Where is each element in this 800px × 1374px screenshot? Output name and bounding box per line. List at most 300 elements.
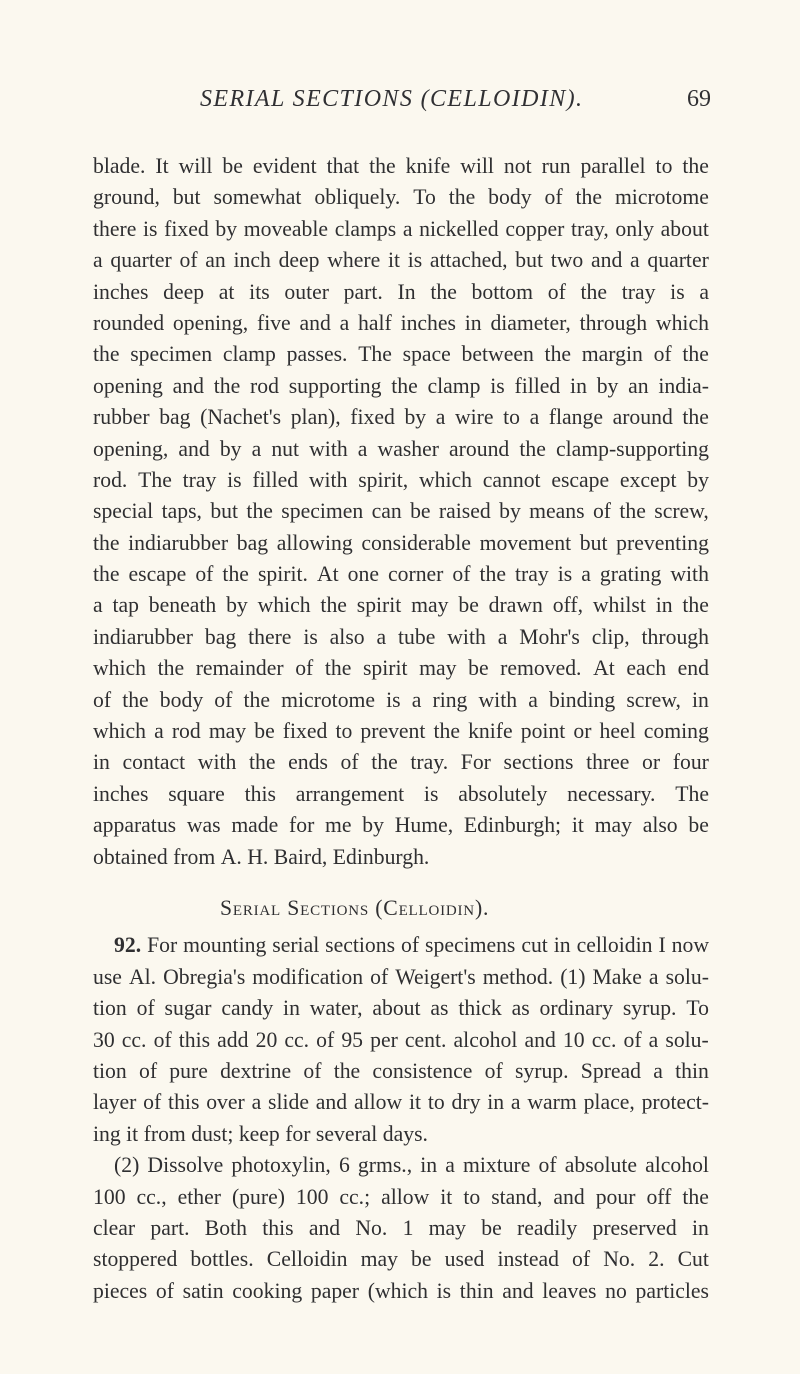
word: water, (309, 996, 363, 1021)
word: (which (367, 1278, 428, 1303)
word: 95 (341, 1027, 364, 1052)
word: 1 (402, 1215, 414, 1240)
word: mixture (462, 1153, 531, 1178)
word: method. (482, 964, 554, 989)
word: be (688, 813, 709, 838)
word: also (329, 624, 365, 649)
word: it (126, 1121, 144, 1146)
word: Weigert's (395, 964, 476, 989)
word: clear (93, 1215, 136, 1240)
word: (1) (560, 964, 586, 989)
word: remainder (195, 656, 284, 681)
word: this (244, 781, 276, 806)
word: stand, (491, 1184, 543, 1209)
word: escape (128, 562, 187, 587)
text-line (93, 402, 709, 433)
word: (Celloidin). (375, 895, 490, 920)
word: spirit, (358, 467, 409, 492)
word: contact (122, 750, 186, 775)
word: tray. (410, 750, 449, 775)
word: nickelled (419, 216, 499, 241)
word: is (143, 216, 158, 241)
word: the (619, 499, 646, 524)
word: grms., (357, 1153, 413, 1178)
word: knife (405, 154, 451, 178)
word: of (316, 1027, 335, 1052)
text-line (93, 182, 709, 213)
word: 2. (648, 1247, 665, 1272)
word: as (430, 996, 449, 1021)
word: obtained (93, 844, 174, 869)
word: it (408, 1090, 421, 1115)
word: passes. (286, 342, 348, 367)
word: may (419, 656, 457, 681)
word: of (138, 1058, 158, 1083)
word: a (528, 687, 538, 712)
word: to (427, 1090, 445, 1115)
word: or (642, 750, 661, 775)
word: corner (388, 562, 444, 587)
word: an (205, 248, 226, 273)
word: a (497, 624, 508, 649)
word: per (370, 1027, 398, 1052)
word: inches (93, 781, 149, 806)
word: indiarubber (128, 530, 229, 555)
text-line (93, 653, 709, 684)
word: but (579, 530, 608, 555)
word: the (246, 499, 273, 524)
word: the (222, 562, 249, 587)
word: may (428, 1215, 467, 1240)
word: opening, (172, 310, 249, 335)
word: wire (454, 405, 494, 430)
text-line (93, 214, 709, 245)
word: with (478, 687, 518, 712)
word: india- (658, 373, 709, 398)
word: thin (459, 1278, 494, 1303)
word: pour (595, 1184, 636, 1209)
word: square (168, 781, 225, 806)
word: its (249, 279, 270, 304)
word: may (594, 813, 632, 838)
word: a (93, 248, 103, 273)
word: used (444, 1247, 485, 1272)
word: bag (236, 530, 269, 555)
word: several (315, 1121, 383, 1146)
word: of (340, 750, 359, 775)
word: the (243, 687, 270, 712)
word: opening (93, 373, 163, 398)
word: about (372, 996, 421, 1021)
word: ring (432, 687, 468, 712)
word: and (502, 1278, 534, 1303)
word: fixed (350, 405, 395, 430)
word: of (544, 185, 563, 210)
word: ether (177, 1184, 221, 1209)
word: washer (377, 436, 439, 461)
section-heading (93, 893, 709, 924)
text-line (93, 1150, 709, 1181)
word: and (553, 1184, 585, 1209)
word: 20 (255, 1027, 278, 1052)
text-line (93, 993, 709, 1024)
word: removed. (500, 656, 582, 681)
word: the (519, 436, 546, 461)
word: in (553, 933, 571, 958)
word: warm (527, 1090, 577, 1115)
word: rod (171, 719, 201, 744)
word: the (682, 342, 709, 367)
word: of (572, 1247, 591, 1272)
text-line (93, 685, 709, 716)
word: is (490, 373, 505, 398)
word: which (93, 719, 147, 744)
word: a (411, 687, 422, 712)
word: tray (621, 279, 656, 304)
word: paper (310, 1278, 360, 1303)
word: tray (182, 467, 217, 492)
word: sections (503, 750, 574, 775)
word: a (435, 405, 446, 430)
word: one (347, 562, 379, 587)
word: from (143, 1121, 192, 1146)
word: Edinburgh. (332, 844, 430, 869)
word: a (402, 216, 413, 241)
word: a (93, 593, 103, 618)
word: by (362, 813, 384, 838)
word: is (227, 467, 242, 492)
word: absolutely (458, 781, 548, 806)
word: rounded (93, 310, 165, 335)
word: point (520, 719, 566, 744)
word: parallel (580, 154, 646, 178)
word: is (670, 279, 685, 304)
word: the (213, 373, 241, 398)
word: in (692, 1215, 709, 1240)
word: fixed (164, 216, 209, 241)
word: serial (272, 933, 320, 958)
word: heel (599, 719, 636, 744)
word: now (671, 933, 709, 958)
running-title: SERIAL SECTIONS (CELLOIDIN). (200, 86, 584, 112)
word: the (391, 373, 418, 398)
word: Both (204, 1215, 247, 1240)
word: four (672, 750, 709, 775)
word: syrup. (622, 996, 677, 1021)
word: is (303, 624, 318, 649)
word: the (324, 656, 352, 681)
word: the (93, 562, 120, 587)
word: ing (93, 1121, 127, 1146)
word: by (215, 216, 238, 241)
word: sugar (164, 996, 212, 1021)
word: each (626, 656, 667, 681)
word: solu- (665, 1027, 709, 1052)
word: 30 (93, 1027, 115, 1052)
word: for (285, 1121, 316, 1146)
word: dust; (191, 1121, 239, 1146)
word: there (248, 624, 292, 649)
word: (2) (114, 1153, 140, 1178)
word: of (195, 562, 214, 587)
text-line (93, 622, 709, 653)
text-line (93, 1025, 709, 1056)
word: filled (252, 467, 299, 492)
text-line (93, 339, 709, 370)
word: of (153, 1027, 172, 1052)
word: screw, (654, 499, 709, 524)
word: deep (278, 248, 320, 273)
word: in (283, 996, 300, 1021)
word: No. (603, 1247, 636, 1272)
word: protect- (641, 1090, 709, 1115)
word: with (197, 750, 237, 775)
word: For (460, 750, 491, 775)
word: apparatus (93, 813, 177, 838)
word: allow (381, 1184, 430, 1209)
word: rod. (93, 467, 128, 492)
word: tray, (571, 216, 609, 241)
word: where (327, 248, 381, 273)
word: use (93, 964, 122, 989)
word: of (93, 687, 112, 712)
word: the (682, 1184, 709, 1209)
word: copper (505, 216, 565, 241)
word: beneath (148, 593, 217, 618)
word: and (308, 1215, 341, 1240)
word: three (586, 750, 630, 775)
word: body (488, 185, 532, 210)
text-line (93, 747, 709, 778)
word: but (515, 248, 544, 273)
word: special (93, 499, 154, 524)
word: flange (548, 405, 603, 430)
word: for (289, 813, 315, 838)
word: spirit. (257, 562, 308, 587)
word: is (423, 781, 439, 806)
word: about (660, 216, 709, 241)
word: a (630, 248, 640, 273)
text-line (93, 308, 709, 339)
word: supporting (288, 373, 382, 398)
word: and (315, 1090, 348, 1115)
word: of (547, 279, 566, 304)
word: specimen (281, 499, 364, 524)
word: spirit (356, 593, 402, 618)
word: instead (497, 1247, 559, 1272)
word: cc. (591, 1027, 617, 1052)
word: run (541, 154, 571, 178)
word: Edinburgh; (463, 813, 562, 838)
word: this (178, 1027, 211, 1052)
word: the (433, 719, 460, 744)
text-line (93, 1087, 709, 1118)
word: of (136, 996, 155, 1021)
word: of (484, 1058, 503, 1083)
word: and (590, 248, 623, 273)
word: be (222, 154, 243, 178)
word: with (308, 467, 348, 492)
text-line (93, 528, 709, 559)
word: may (208, 719, 247, 744)
word: a (154, 719, 164, 744)
word: cut (521, 933, 548, 958)
word: quarter (647, 248, 709, 273)
word: over (206, 1090, 245, 1115)
word: is (407, 248, 423, 273)
word: clamp-supporting (555, 436, 709, 461)
word: microtome (281, 687, 376, 712)
word: prevent (360, 719, 426, 744)
word: at (218, 279, 235, 304)
word: and (299, 310, 331, 335)
word: bottom (471, 279, 533, 304)
word: be (410, 499, 431, 524)
word: be (254, 719, 275, 744)
running-header (0, 86, 800, 126)
word: I (658, 933, 666, 958)
word: solu- (665, 964, 709, 989)
word: cc. (284, 1027, 310, 1052)
word: Spread (580, 1058, 642, 1083)
text-line (93, 1119, 709, 1150)
word: The (138, 467, 172, 492)
word: add (217, 1027, 249, 1052)
word: (pure) (231, 1184, 285, 1209)
text-line (93, 716, 709, 747)
word: Obregia's (163, 964, 246, 989)
word: two (550, 248, 584, 273)
word: but (172, 185, 201, 210)
word: the (93, 342, 120, 367)
word: deep (163, 279, 205, 304)
word: satin (182, 1278, 224, 1303)
word: Mohr's (519, 624, 580, 649)
word: a (357, 436, 368, 461)
text-line (93, 277, 709, 308)
word: Hume, (394, 813, 454, 838)
word: a (251, 436, 262, 461)
word: modification (252, 964, 364, 989)
word: Serial (220, 895, 288, 920)
word: rubber (93, 405, 150, 430)
word: evident (252, 154, 317, 178)
text-line (93, 371, 709, 402)
word: clip, (591, 624, 630, 649)
word: fixed (282, 719, 328, 744)
word: which (655, 310, 709, 335)
word: as (511, 996, 530, 1021)
word: To (686, 996, 709, 1021)
word: indiarubber (93, 624, 193, 649)
text-line (93, 1056, 709, 1087)
word: the (682, 593, 709, 618)
word: by (687, 467, 709, 492)
word: readily (517, 1215, 578, 1240)
word: A. (220, 844, 248, 869)
word: specimens (425, 933, 516, 958)
text-line (93, 559, 709, 590)
word: No. (355, 1215, 388, 1240)
word: necessary. (567, 781, 656, 806)
word: of (623, 1027, 642, 1052)
word: a (581, 562, 591, 587)
word: except (619, 467, 677, 492)
word: an (628, 373, 649, 398)
word: will (460, 154, 494, 178)
word: screw, (626, 687, 681, 712)
word: cooking (232, 1278, 303, 1303)
word: in (464, 310, 482, 335)
word: pure (169, 1058, 208, 1083)
word: 100 (295, 1184, 329, 1209)
word: whilst (592, 593, 646, 618)
word: can (371, 499, 402, 524)
word: that (326, 154, 360, 178)
word: leaves (542, 1278, 597, 1303)
word: 10 (562, 1027, 585, 1052)
text-line (93, 1244, 709, 1275)
word: to (503, 405, 520, 430)
word: no (605, 1278, 627, 1303)
word: of (179, 248, 198, 273)
word: of (295, 656, 314, 681)
text-line (93, 465, 709, 496)
word: by (404, 405, 427, 430)
word: allowing (276, 530, 353, 555)
word: preventing (616, 530, 709, 555)
word: microtome (614, 185, 709, 210)
word: is (557, 562, 573, 587)
word: It (155, 154, 169, 178)
word: cent. (404, 1027, 447, 1052)
word: to (655, 154, 673, 178)
word: a (648, 964, 659, 989)
word: of (370, 964, 389, 989)
word: from (173, 844, 221, 869)
word: place, (583, 1090, 635, 1115)
word: taps, (161, 499, 202, 524)
word: the (248, 750, 276, 775)
word: with (309, 436, 348, 461)
word: For (147, 933, 178, 958)
text-line (93, 496, 709, 527)
word: celloidin (576, 933, 653, 958)
word: Dissolve (147, 1153, 224, 1178)
word: between (461, 342, 534, 367)
word: of (592, 499, 612, 524)
word: spirit (362, 656, 408, 681)
word: only (615, 216, 654, 241)
word: a (653, 1058, 663, 1083)
word: in (487, 1090, 505, 1115)
text-line (93, 1182, 709, 1213)
word: around (612, 405, 673, 430)
word: off (646, 1184, 672, 1209)
word: through (579, 310, 648, 335)
word: there (93, 216, 137, 241)
word: binding (548, 687, 616, 712)
word: alcohol (645, 1153, 709, 1178)
word: pieces (93, 1278, 148, 1303)
word: through (641, 624, 709, 649)
word: tion (93, 996, 127, 1021)
word: filled (514, 373, 561, 398)
word: cc.; (339, 1184, 371, 1209)
word: the (122, 687, 149, 712)
word: a (251, 1090, 262, 1115)
word: part. (150, 1215, 190, 1240)
